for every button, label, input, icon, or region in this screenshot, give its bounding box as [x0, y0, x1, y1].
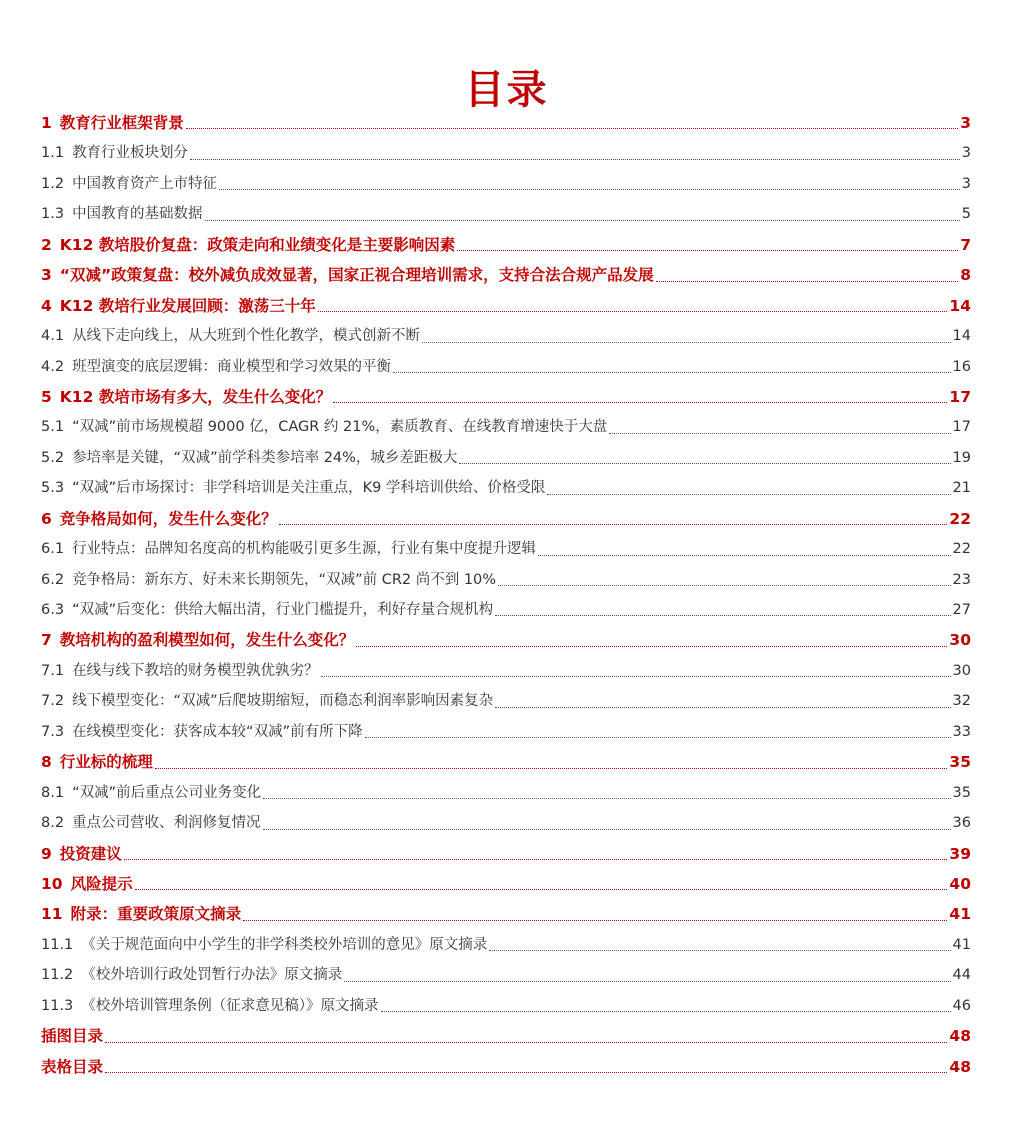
- toc-dot-leader: [457, 249, 958, 251]
- toc-entry-page-number[interactable]: 48: [949, 1057, 971, 1076]
- toc-dot-leader: [656, 280, 959, 282]
- toc-entry-page-number[interactable]: 35: [949, 753, 971, 772]
- toc-entry-number: 1.1: [41, 145, 65, 162]
- toc-entry-title[interactable]: 《关于规范面向中小学生的非学科类校外培训的意见》原文摘录: [81, 936, 488, 953]
- toc-entry-title[interactable]: 表格目录: [41, 1057, 104, 1076]
- toc-entry-chapter[interactable]: [41, 625, 971, 655]
- toc-dot-leader: [356, 645, 947, 647]
- toc-entry-page-number[interactable]: 32: [952, 693, 971, 710]
- toc-entry-page-number[interactable]: 22: [952, 541, 971, 558]
- toc-entry-page-number[interactable]: 44: [952, 967, 971, 984]
- toc-dot-leader: [155, 767, 948, 769]
- toc-entry-page-number[interactable]: 35: [952, 784, 971, 801]
- table-of-contents: [41, 108, 971, 1082]
- toc-dot-leader: [105, 1041, 947, 1043]
- toc-dot-leader: [190, 158, 960, 160]
- toc-entry-number: 7.1: [41, 662, 65, 679]
- toc-dot-leader: [495, 614, 950, 616]
- toc-entry-section[interactable]: [41, 930, 971, 960]
- toc-entry-title[interactable]: 参培率是关键，“双减”前学科类参培率 24%，城乡差距极大: [72, 449, 458, 466]
- toc-entry-number: 5.3: [41, 480, 65, 497]
- toc-entry-page-number[interactable]: 46: [952, 997, 971, 1014]
- toc-dot-leader: [393, 371, 950, 373]
- toc-entry-section[interactable]: [41, 138, 971, 168]
- toc-entry-title[interactable]: 教育行业板块划分: [72, 145, 189, 162]
- toc-entry-title[interactable]: 教育行业框架背景: [59, 114, 184, 132]
- toc-entry-title[interactable]: 《校外培训行政处罚暂行办法》原文摘录: [81, 967, 343, 984]
- toc-entry-number: 5.1: [41, 419, 65, 436]
- toc-dot-leader: [279, 523, 948, 525]
- page-title: 目录: [464, 66, 549, 113]
- toc-entry-chapter[interactable]: [41, 1052, 971, 1082]
- toc-entry-title[interactable]: K12 教培市场有多大，发生什么变化？: [59, 387, 332, 406]
- toc-dot-leader: [243, 919, 947, 921]
- toc-entry-title[interactable]: 行业标的梳理: [59, 753, 153, 772]
- toc-entry-number: 4.2: [41, 358, 65, 375]
- toc-entry-page-number[interactable]: 33: [952, 723, 971, 740]
- toc-dot-leader: [495, 706, 950, 708]
- toc-entry-chapter[interactable]: [41, 747, 971, 777]
- toc-entry-number: 7.3: [41, 723, 65, 740]
- toc-entry-number: 11.3: [41, 997, 74, 1014]
- toc-entry-page-number[interactable]: 3: [961, 175, 971, 192]
- toc-entry-title[interactable]: 班型演变的底层逻辑：商业模型和学习效果的平衡: [72, 358, 392, 375]
- toc-entry-number: 5: [41, 387, 52, 406]
- toc-dot-leader: [105, 1071, 947, 1073]
- toc-entry-chapter[interactable]: [41, 1021, 971, 1051]
- toc-entry-title[interactable]: “双减”后市场探讨：非学科培训是关注重点，K9 学科培训供给、价格受限: [72, 480, 546, 497]
- toc-entry-title[interactable]: 投资建议: [59, 844, 122, 863]
- toc-entry-number: 6: [41, 509, 52, 528]
- toc-entry-number: 3: [41, 266, 52, 285]
- toc-entry-title[interactable]: “双减”前市场规模超 9000 亿，CAGR 约 21%，素质教育、在线教育增速快于大盘: [72, 419, 608, 436]
- toc-entry-page-number[interactable]: 27: [952, 602, 971, 618]
- toc-entry-number: 7: [41, 631, 52, 650]
- toc-entry-title[interactable]: K12 教培股价复盘：政策走向和业绩变化是主要影响因素: [59, 235, 456, 254]
- toc-dot-leader: [459, 462, 950, 464]
- toc-entry-title[interactable]: 重点公司营收、利润修复情况: [72, 815, 261, 832]
- toc-entry-number: 9: [41, 844, 52, 863]
- toc-entry-section[interactable]: [41, 686, 971, 716]
- toc-entry-number: 8.2: [41, 815, 65, 832]
- toc-entry-title[interactable]: 竞争格局：新东方、好未来长期领先，“双减”前 CR2 尚不到 10%: [72, 571, 497, 588]
- toc-entry-number: 6.2: [41, 571, 65, 588]
- toc-entry-page-number[interactable]: 41: [952, 936, 971, 953]
- toc-entry-section[interactable]: [41, 352, 971, 382]
- toc-entry-title[interactable]: K12 教培行业发展回顾：激荡三十年: [59, 296, 316, 315]
- toc-dot-leader: [422, 341, 950, 343]
- toc-entry-title[interactable]: 在线模型变化：获客成本较“双减”前有所下降: [72, 723, 363, 740]
- toc-entry-number: 10: [41, 874, 63, 893]
- toc-dot-leader: [205, 219, 960, 221]
- toc-entry-chapter[interactable]: [41, 260, 971, 290]
- toc-entry-section[interactable]: [41, 412, 971, 442]
- toc-entry-page-number[interactable]: 39: [949, 844, 971, 863]
- toc-entry-page-number[interactable]: 19: [952, 449, 971, 466]
- toc-dot-leader: [489, 949, 950, 951]
- toc-entry-chapter[interactable]: [41, 230, 971, 260]
- toc-entry-page-number[interactable]: 36: [952, 815, 971, 832]
- toc-entry-page-number[interactable]: 21: [952, 480, 971, 497]
- toc-entry-section[interactable]: [41, 321, 971, 351]
- toc-entry-section[interactable]: [41, 991, 971, 1021]
- toc-entry-number: 6.1: [41, 541, 65, 558]
- toc-entry-number: 7.2: [41, 693, 65, 710]
- toc-entry-section[interactable]: [41, 443, 971, 473]
- toc-entry-number: 4.1: [41, 328, 65, 345]
- toc-dot-leader: [263, 828, 951, 830]
- toc-entry-number: 1.2: [41, 175, 65, 192]
- toc-dot-leader: [186, 127, 958, 129]
- toc-entry-section[interactable]: [41, 473, 971, 503]
- toc-entry-title[interactable]: 中国教育资产上市特征: [72, 175, 218, 192]
- toc-entry-page-number[interactable]: 7: [960, 235, 971, 254]
- toc-entry-section[interactable]: [41, 960, 971, 990]
- toc-entry-number: 11.2: [41, 967, 74, 984]
- toc-entry-title[interactable]: 竞争格局如何，发生什么变化？: [59, 509, 277, 528]
- toc-entry-page-number[interactable]: 22: [949, 509, 971, 528]
- toc-dot-leader: [333, 401, 947, 403]
- toc-dot-leader: [219, 188, 960, 190]
- toc-entry-title[interactable]: 风险提示: [70, 874, 133, 893]
- toc-entry-title[interactable]: 教培机构的盈利模型如何，发生什么变化？: [59, 631, 355, 650]
- toc-dot-leader: [344, 980, 950, 982]
- toc-entry-page-number[interactable]: 23: [952, 571, 971, 588]
- toc-entry-title[interactable]: 附录：重要政策原文摘录: [70, 905, 242, 924]
- toc-entry-page-number[interactable]: 30: [952, 662, 971, 679]
- toc-entry-section[interactable]: [41, 595, 971, 625]
- toc-dot-leader: [609, 432, 950, 434]
- toc-entry-title[interactable]: 《校外培训管理条例（征求意见稿）》原文摘录: [81, 997, 379, 1014]
- toc-entry-section[interactable]: [41, 656, 971, 686]
- toc-entry-title[interactable]: “双减”后变化：供给大幅出清，行业门槛提升，利好存量合规机构: [72, 602, 494, 618]
- toc-entry-number: 1: [41, 114, 52, 132]
- toc-entry-chapter[interactable]: [41, 382, 971, 412]
- toc-entry-page-number[interactable]: 8: [960, 266, 971, 285]
- toc-entry-section[interactable]: [41, 534, 971, 564]
- toc-entry-chapter[interactable]: [41, 504, 971, 534]
- toc-dot-leader: [135, 888, 948, 890]
- toc-entry-page-number[interactable]: 17: [949, 387, 971, 406]
- toc-entry-section[interactable]: [41, 169, 971, 199]
- toc-entry-title[interactable]: 插图目录: [41, 1027, 104, 1046]
- toc-entry-section[interactable]: [41, 808, 971, 838]
- toc-entry-number: 5.2: [41, 449, 65, 466]
- toc-entry-title[interactable]: 线下模型变化：“双减”后爬坡期缩短，而稳态利润率影响因素复杂: [72, 693, 494, 710]
- toc-dot-leader: [498, 584, 950, 586]
- toc-entry-chapter[interactable]: [41, 839, 971, 869]
- toc-entry-number: 4: [41, 296, 52, 315]
- toc-entry-page-number[interactable]: 41: [949, 905, 971, 924]
- toc-entry-title[interactable]: 从线下走向线上，从大班到个性化教学，模式创新不断: [72, 328, 421, 345]
- toc-entry-page-number[interactable]: 17: [952, 419, 971, 436]
- toc-entry-page-number[interactable]: 30: [949, 631, 971, 650]
- toc-entry-number: 8.1: [41, 784, 65, 801]
- toc-entry-section[interactable]: [41, 199, 971, 229]
- toc-entry-page-number[interactable]: 48: [949, 1027, 971, 1046]
- toc-entry-title[interactable]: “双减”政策复盘：校外减负成效显著，国家正视合理培训需求，支持合法合规产品发展: [59, 266, 654, 285]
- toc-entry-title[interactable]: 行业特点：品牌知名度高的机构能吸引更多生源，行业有集中度提升逻辑: [72, 541, 537, 558]
- toc-entry-page-number[interactable]: 14: [952, 328, 971, 345]
- toc-entry-page-number[interactable]: 14: [949, 296, 971, 315]
- toc-entry-page-number[interactable]: 3: [960, 114, 971, 132]
- toc-entry-number: 2: [41, 235, 52, 254]
- toc-entry-section[interactable]: [41, 717, 971, 747]
- toc-entry-page-number[interactable]: 3: [961, 145, 971, 162]
- toc-entry-number: 11: [41, 905, 63, 924]
- toc-entry-section[interactable]: [41, 778, 971, 808]
- toc-dot-leader: [321, 675, 951, 677]
- toc-entry-title[interactable]: 中国教育的基础数据: [72, 206, 203, 223]
- toc-dot-leader: [547, 493, 950, 495]
- toc-entry-section[interactable]: [41, 565, 971, 595]
- toc-dot-leader: [124, 858, 948, 860]
- toc-entry-number: 11.1: [41, 936, 74, 953]
- toc-entry-chapter[interactable]: [41, 291, 971, 321]
- toc-entry-chapter[interactable]: [41, 108, 971, 138]
- toc-entry-chapter[interactable]: [41, 869, 971, 899]
- toc-dot-leader: [365, 736, 951, 738]
- toc-entry-page-number[interactable]: 40: [949, 874, 971, 893]
- toc-dot-leader: [263, 797, 950, 799]
- toc-entry-number: 8: [41, 753, 52, 772]
- toc-entry-title[interactable]: 在线与线下教培的财务模型孰优孰劣？: [72, 662, 319, 679]
- toc-dot-leader: [381, 1010, 951, 1012]
- toc-dot-leader: [538, 554, 950, 556]
- toc-entry-title[interactable]: “双减”前后重点公司业务变化: [72, 784, 262, 801]
- toc-entry-chapter[interactable]: [41, 899, 971, 929]
- toc-entry-number: 6.3: [41, 602, 65, 618]
- toc-entry-page-number[interactable]: 5: [961, 206, 971, 223]
- toc-entry-number: 1.3: [41, 206, 65, 223]
- toc-dot-leader: [318, 310, 948, 312]
- toc-entry-page-number[interactable]: 16: [952, 358, 971, 375]
